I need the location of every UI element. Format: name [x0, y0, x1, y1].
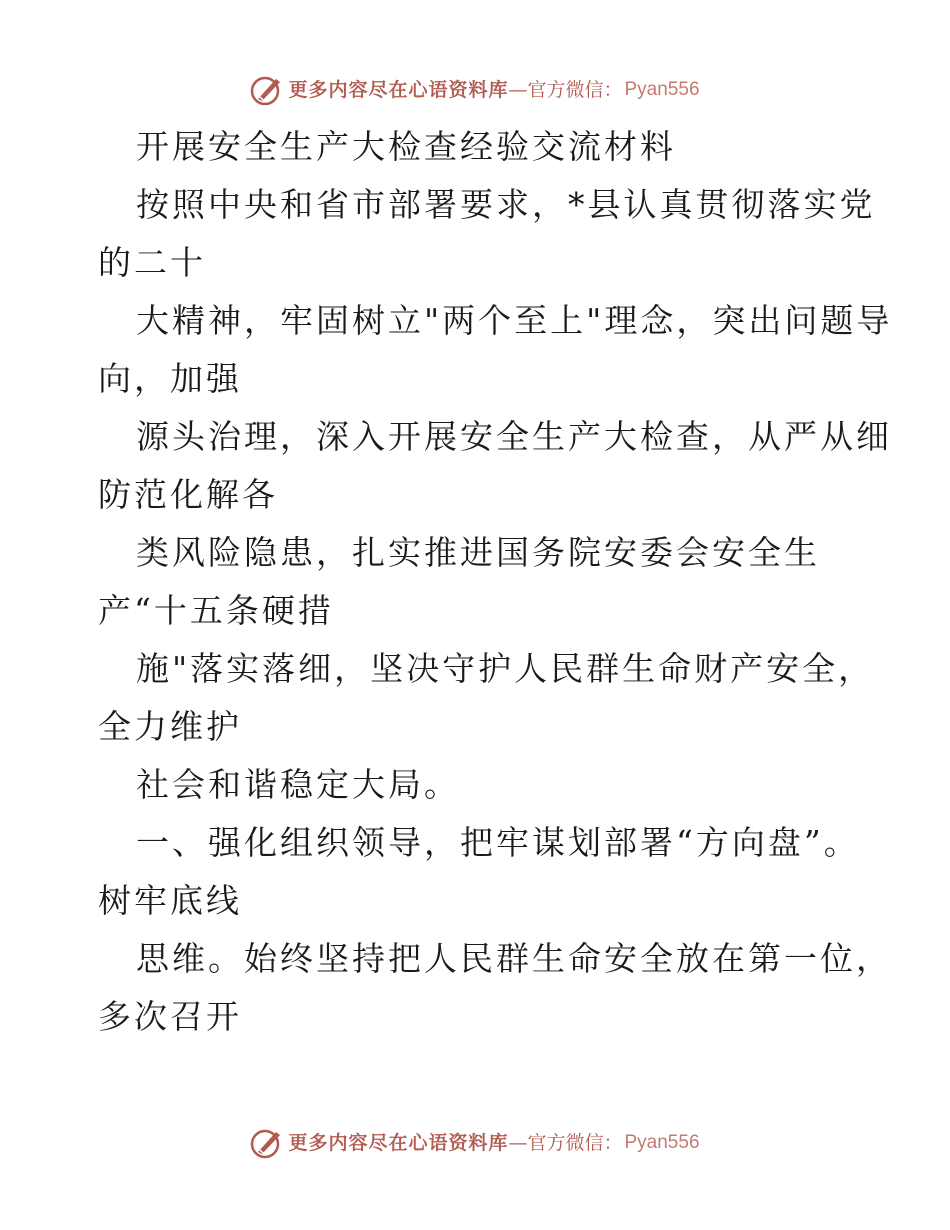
text-line: 社会和谐稳定大局。	[136, 765, 460, 804]
text-line: 多次召开	[98, 997, 242, 1036]
watermark-brand: 更多内容尽在心语资料库	[288, 79, 509, 101]
text-line: 的二十	[98, 243, 206, 282]
quill-logo-icon	[250, 73, 284, 107]
quill-logo-icon	[250, 1126, 284, 1160]
text-line: 开展安全生产大检查经验交流材料	[136, 127, 676, 166]
document-body	[98, 118, 893, 1046]
watermark-account: Pyan556	[624, 79, 700, 100]
watermark-account: Pyan556	[624, 1132, 700, 1153]
text-line: 施"落实落细，坚决守护人民群生命财产安全，	[136, 649, 875, 688]
watermark-contact-label: —官方微信：	[508, 79, 623, 101]
text-line: 一、强化组织领导，把牢谋划部署“方向盘”。	[136, 823, 860, 862]
text-line: 全力维护	[98, 707, 242, 746]
text-line: 产“十五条硬措	[98, 591, 334, 630]
text-line: 思维。始终坚持把人民群生命安全放在第一位，	[136, 939, 892, 978]
text-line: 类风险隐患，扎实推进国务院安委会安全生	[136, 533, 820, 572]
text-line: 大精神，牢固树立"两个至上"理念，突出问题导	[136, 301, 893, 340]
text-line: 按照中央和省市部署要求，*县认真贯彻落实党	[136, 185, 876, 224]
header-watermark	[0, 73, 950, 107]
text-line: 防范化解各	[98, 475, 278, 514]
text-line: 源头治理，深入开展安全生产大检查，从严从细	[136, 417, 892, 456]
watermark-contact-label: —官方微信：	[508, 1132, 623, 1154]
watermark-brand: 更多内容尽在心语资料库	[288, 1132, 509, 1154]
text-line: 树牢底线	[98, 881, 242, 920]
text-line: 向，加强	[98, 359, 242, 398]
footer-watermark	[0, 1126, 950, 1160]
